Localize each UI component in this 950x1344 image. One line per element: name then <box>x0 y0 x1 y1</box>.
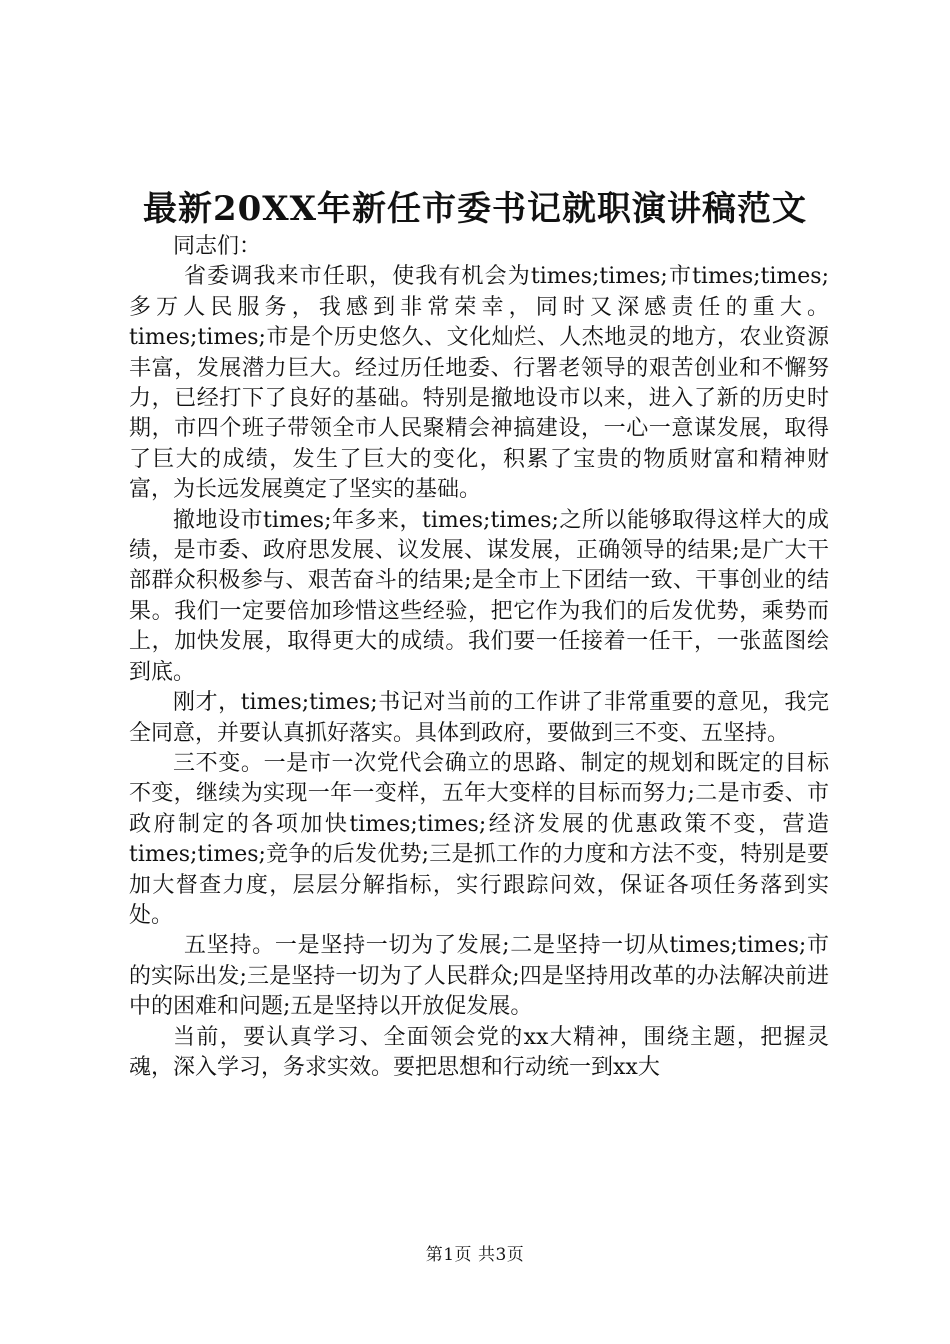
document-body <box>129 232 829 1083</box>
paragraph-1: 省委调我来市任职，使我有机会为times;times;市times;times;多万人民服务，我感到非常荣幸，同时又深感责任的重大。times;times;市是个历史悠久、文化灿烂、人杰地灵的地方，农业资源丰富，发展潜力巨大。经过历任地委、行署老领导的艰苦创业和不懈努力，已经打下了良好的基础。特别是撤地设市以来，进入了新的历史时期，市四个班子带领全市人民聚精会神搞建设，一心一意谋发展，取得了巨大的成绩，发生了巨大的变化，积累了宝贵的物质财富和精神财富，为长远发展奠定了坚实的基础。 <box>129 264 829 503</box>
paragraph-3: 刚才，times;times;书记对当前的工作讲了非常重要的意见，我完全同意，并要认真抓好落实。具体到政府，要做到三不变、五坚持。 <box>129 690 829 746</box>
salutation: 同志们： <box>173 234 262 259</box>
paragraph-5: 五坚持。一是坚持一切为了发展;二是坚持一切从times;times;市的实际出发;三是坚持一切为了人民群众;四是坚持用改革的办法解决前进中的困难和问题;五是坚持以开放促发展。 <box>129 933 829 1020</box>
paragraph-6: 当前，要认真学习、全面领会党的xx大精神，围绕主题，把握灵魂，深入学习，务求实效。要把思想和行动统一到xx大 <box>129 1024 829 1080</box>
page-title: 最新20XX年新任市委书记就职演讲稿范文 <box>142 189 808 229</box>
paragraph-2: 撤地设市times;年多来，times;times;之所以能够取得这样大的成绩，是市委、政府思发展、议发展、谋发展，正确领导的结果;是广大干部群众积极参与、艰苦奋斗的结果;是全市上下团结一致、干事创业的结果。我们一定要倍加珍惜这些经验，把它作为我们的后发优势，乘势而上，加快发展，取得更大的成绩。我们要一任接着一任干，一张蓝图绘到底。 <box>129 507 829 685</box>
paragraph-4: 三不变。一是市一次党代会确立的思路、制定的规划和既定的目标不变，继续为实现一年一变样，五年大变样的目标而努力;二是市委、市政府制定的各项加快times;times;经济发展的优惠政策不变，营造times;times;竞争的后发优势;三是抓工作的力度和方法不变，特别是要加大督查力度，层层分解指标，实行跟踪问效，保证各项任务落到实处。 <box>129 750 829 928</box>
page-footer: 第1页 共3页 <box>425 1245 525 1265</box>
